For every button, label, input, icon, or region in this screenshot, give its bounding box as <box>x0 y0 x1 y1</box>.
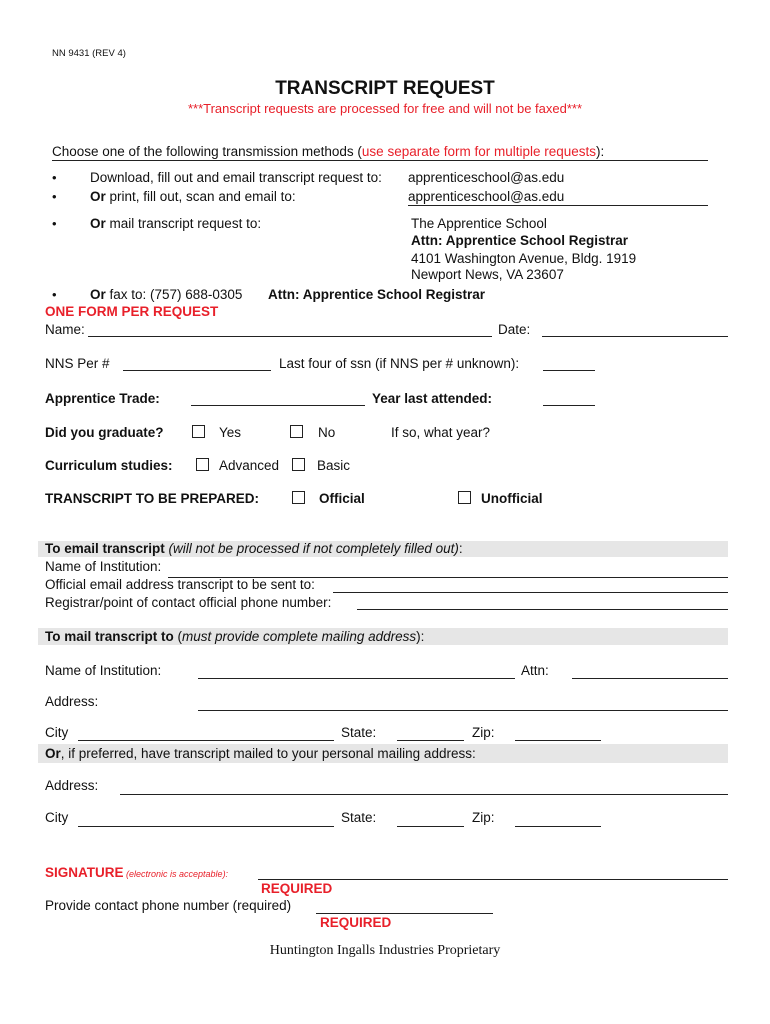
registrar-phone-field[interactable] <box>357 609 728 610</box>
mail-address-line2: Attn: Apprentice School Registrar <box>411 233 629 248</box>
curriculum-label: Curriculum studies: <box>45 458 173 473</box>
download-email-link[interactable]: apprenticeschool@as.edu <box>408 170 565 185</box>
mail-state-field[interactable] <box>397 740 464 741</box>
print-label: Or print, fill out, scan and email to: <box>90 189 296 204</box>
year-attended-field[interactable] <box>543 405 595 406</box>
personal-city-field[interactable] <box>78 826 334 827</box>
page-subtitle: ***Transcript requests are processed for free and will not be faxed*** <box>187 101 583 116</box>
personal-address-heading: Or, if preferred, have transcript mailed to your personal mailing address: <box>45 746 476 761</box>
what-year-label: If so, what year? <box>391 425 491 440</box>
official-label: Official <box>319 491 365 506</box>
graduate-no-checkbox[interactable] <box>290 425 303 438</box>
year-attended-label: Year last attended: <box>372 391 493 406</box>
official-email-field[interactable] <box>333 592 728 593</box>
mail-attn-field[interactable] <box>572 678 728 679</box>
email-section-heading: To email transcript (will not be processed if not completely filled out): <box>45 541 463 556</box>
page-title: TRANSCRIPT REQUEST <box>275 78 495 99</box>
print-email-link[interactable]: apprenticeschool@as.edu <box>408 189 565 204</box>
official-checkbox[interactable] <box>292 491 305 504</box>
prepared-label: TRANSCRIPT TO BE PREPARED: <box>45 491 260 506</box>
methods-divider <box>52 160 708 161</box>
trade-field[interactable] <box>191 405 365 406</box>
personal-zip-field[interactable] <box>515 826 601 827</box>
mail-institution-label: Name of Institution: <box>45 663 162 678</box>
mail-city-label: City <box>45 725 69 740</box>
date-field[interactable] <box>542 336 728 337</box>
footer-proprietary: Huntington Ingalls Industries Proprietary <box>269 943 501 958</box>
mail-address-field[interactable] <box>198 710 728 711</box>
mail-address-line1: The Apprentice School <box>411 216 547 231</box>
download-label: Download, fill out and email transcript request to: <box>90 170 382 185</box>
personal-address-label: Address: <box>45 778 99 793</box>
mail-label: Or mail transcript request to: <box>90 216 262 231</box>
personal-state-field[interactable] <box>397 826 464 827</box>
methods-intro: Choose one of the following transmission methods (use separate form for multiple requests): <box>52 144 605 159</box>
no-label: No <box>318 425 336 440</box>
personal-city-label: City <box>45 810 69 825</box>
bullet: • <box>52 216 57 231</box>
personal-zip-label: Zip: <box>472 810 495 825</box>
official-email-label: Official email address transcript to be sent to: <box>45 577 315 592</box>
name-label: Name: <box>45 322 85 337</box>
mail-address-line3: 4101 Washington Avenue, Bldg. 1919 <box>411 251 637 266</box>
graduate-label: Did you graduate? <box>45 425 164 440</box>
bullet: • <box>52 287 57 302</box>
signature-label: SIGNATURE (electronic is acceptable): <box>45 865 229 880</box>
mail-section-heading: To mail transcript to (must provide complete mailing address): <box>45 629 425 644</box>
unofficial-label: Unofficial <box>481 491 543 506</box>
unofficial-checkbox[interactable] <box>458 491 471 504</box>
email-divider <box>408 205 708 206</box>
curriculum-advanced-checkbox[interactable] <box>196 458 209 471</box>
nns-per-field[interactable] <box>123 370 271 371</box>
fax-attn: Attn: Apprentice School Registrar <box>268 287 486 302</box>
signature-required: REQUIRED <box>261 881 333 896</box>
signature-field[interactable] <box>258 879 728 880</box>
bullet: • <box>52 189 57 204</box>
mail-address-line4: Newport News, VA 23607 <box>411 267 564 282</box>
mail-attn-label: Attn: <box>521 663 549 678</box>
mail-institution-field[interactable] <box>198 678 515 679</box>
mail-address-label: Address: <box>45 694 99 709</box>
graduate-yes-checkbox[interactable] <box>192 425 205 438</box>
mail-zip-label: Zip: <box>472 725 495 740</box>
email-institution-label: Name of Institution: <box>45 559 162 574</box>
trade-label: Apprentice Trade: <box>45 391 160 406</box>
date-label: Date: <box>498 322 531 337</box>
basic-label: Basic <box>317 458 351 473</box>
personal-address-field[interactable] <box>120 794 728 795</box>
advanced-label: Advanced <box>219 458 280 473</box>
name-field[interactable] <box>88 336 492 337</box>
bullet: • <box>52 170 57 185</box>
mail-zip-field[interactable] <box>515 740 601 741</box>
fax-label: Or fax to: (757) 688-0305 <box>90 287 243 302</box>
ssn-label: Last four of ssn (if NNS per # unknown): <box>279 356 520 371</box>
yes-label: Yes <box>219 425 242 440</box>
contact-phone-field[interactable] <box>316 913 493 914</box>
form-number: NN 9431 (REV 4) <box>52 48 126 59</box>
registrar-phone-label: Registrar/point of contact official phone number: <box>45 595 332 610</box>
nns-per-label: NNS Per # <box>45 356 110 371</box>
mail-city-field[interactable] <box>78 740 334 741</box>
mail-state-label: State: <box>341 725 377 740</box>
one-form-notice: ONE FORM PER REQUEST <box>45 304 219 319</box>
ssn-field[interactable] <box>543 370 595 371</box>
curriculum-basic-checkbox[interactable] <box>292 458 305 471</box>
personal-state-label: State: <box>341 810 377 825</box>
contact-phone-label: Provide contact phone number (required) <box>45 898 292 913</box>
contact-phone-required: REQUIRED <box>320 915 392 930</box>
